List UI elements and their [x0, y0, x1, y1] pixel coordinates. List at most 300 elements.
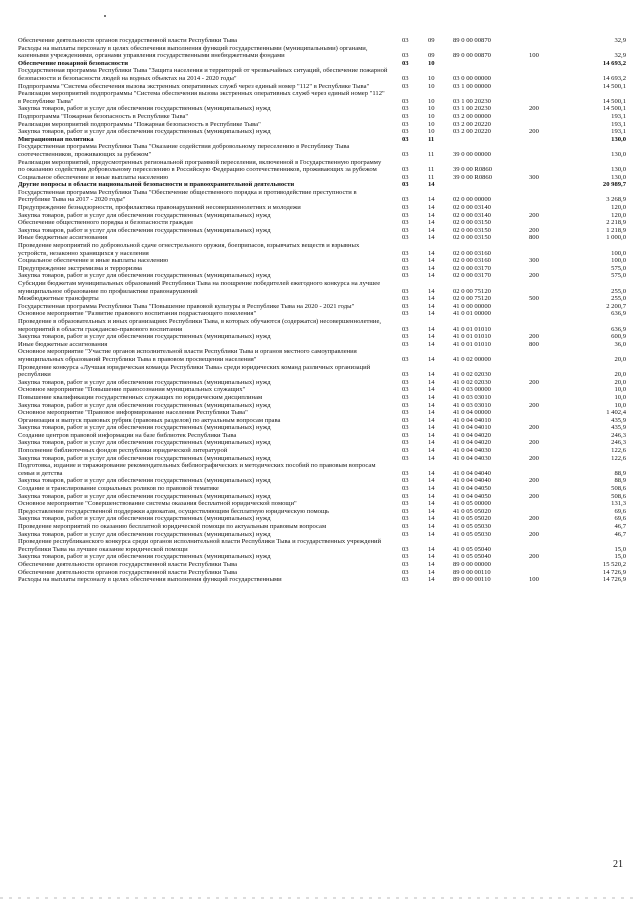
amount-cell: 130,0	[611, 150, 626, 158]
table-row	[18, 576, 628, 584]
row-name-cell: Основное мероприятие "Участие органов исполнительной власти Республики Тыва и органов местного самоуправления муниципальных образований Республики Тыва в правовом просвещении населения"	[18, 348, 357, 363]
subsection-code-cell: 14	[428, 515, 435, 523]
amount-cell: 636,9	[611, 325, 626, 333]
expense-type-cell: 200	[529, 553, 539, 561]
target-article-cell	[451, 60, 527, 68]
expense-type-cell: 200	[529, 333, 539, 341]
subsection-code-cell: 14	[428, 416, 435, 424]
table-row	[18, 500, 628, 508]
row-name-cell: Подпрограмма "Система обеспечения вызова экстренных оперативных служб через единый номер "112" в Республике Тыва"	[18, 82, 370, 90]
amount-cell: 15,0	[614, 545, 626, 553]
amount-cell: 255,0	[611, 295, 626, 303]
amount-cell: 69,6	[614, 515, 626, 523]
section-code-cell: 03	[402, 105, 409, 113]
subsection-code-cell: 14	[428, 568, 435, 576]
amount-cell: 2 218,9	[606, 219, 626, 227]
subsection-code-cell: 11	[428, 173, 435, 181]
row-name-cell: Подготовка, издание и тиражирование рекомендательных библиографических и методических пособий по правовым вопросам семьи и детства	[18, 462, 376, 477]
table-row	[18, 455, 628, 463]
target-article-cell: 03 1 00 20230	[453, 97, 491, 105]
subsection-code-cell: 11	[428, 150, 435, 158]
target-article-cell: 03 0 00 00000	[453, 74, 491, 82]
subsection-code-cell: 14	[428, 196, 435, 204]
table-body	[18, 37, 628, 584]
target-article-cell: 02 0 00 03150	[453, 219, 491, 227]
row-name-cell: Субсидии бюджетам муниципальных образований Республики Тыва на поощрение победителей ежегодного конкурса на лучшее муниципальное образование по профилактике правонарушений	[18, 280, 381, 295]
amount-cell: 435,9	[611, 416, 626, 424]
amount-cell: 100,0	[611, 257, 626, 265]
subsection-code-cell: 14	[428, 340, 435, 348]
amount-cell: 10,0	[614, 393, 626, 401]
subsection-code-cell: 14	[428, 310, 435, 318]
expense-type-cell	[527, 83, 557, 91]
section-code-cell: 03	[402, 226, 409, 234]
expense-type-cell	[527, 181, 557, 189]
target-article-cell: 03 2 00 20220	[453, 120, 491, 128]
table-row	[18, 348, 628, 363]
subsection-code-cell: 14	[428, 264, 435, 272]
row-name-cell: Закупка товаров, работ и услуг для обеспечения государственных (муниципальных) нужд	[18, 401, 271, 409]
subsection-code-cell: 14	[428, 500, 435, 508]
amount-cell: 46,7	[614, 523, 626, 530]
row-name-cell: Межбюджетные трансферты	[18, 295, 99, 303]
table-row	[18, 174, 628, 182]
expense-type-cell: 200	[529, 424, 539, 432]
target-article-cell: 02 0 00 03150	[453, 234, 491, 242]
subsection-code-cell: 14	[428, 409, 435, 417]
subsection-code-cell: 14	[428, 431, 435, 439]
row-name-cell: Иные бюджетные ассигнования	[18, 340, 108, 348]
row-name-cell: Расходы на выплаты персоналу в целях обеспечения выполнения функций государственными (муниципальными) органами, казенными учреждениями, органами управления государственными внебюджетными фондами	[18, 44, 368, 60]
subsection-code-cell: 14	[428, 477, 435, 485]
section-code-cell: 03	[402, 515, 409, 523]
row-name-cell: Создание центров правовой информации на базе библиотек Республики Тыва	[18, 431, 237, 439]
table-row	[18, 37, 628, 45]
section-code-cell: 03	[402, 249, 409, 257]
expense-type-cell	[527, 219, 557, 227]
row-name-cell: Закупка товаров, работ и услуг для обеспечения государственных (муниципальных) нужд	[18, 378, 271, 386]
section-code-cell: 03	[402, 295, 409, 303]
section-code-cell: 03	[402, 257, 409, 265]
table-row	[18, 310, 628, 318]
expense-type-cell	[527, 280, 557, 295]
table-row	[18, 569, 628, 577]
row-name-cell: Миграционная политика	[18, 135, 94, 143]
table-row	[18, 227, 628, 235]
section-code-cell: 03	[402, 393, 409, 401]
row-name-cell: Закупка товаров, работ и услуг для обеспечения государственных (муниципальных) нужд	[18, 454, 271, 462]
expense-type-cell	[527, 159, 557, 174]
expense-type-cell	[527, 318, 557, 333]
expense-type-cell	[527, 121, 557, 129]
subsection-code-cell: 14	[428, 211, 435, 219]
row-name-cell: Государственная программа Республики Тыва "Защита населения и территорий от чрезвычайных ситуаций, обеспечение пожарной безопасности и безопасности людей на водных объектах на 2014 - 2020 годы"	[18, 67, 388, 82]
table-row	[18, 128, 628, 136]
target-article-cell: 41 0 00 00000	[453, 302, 491, 310]
target-article-cell: 41 0 04 04030	[453, 454, 491, 462]
row-name-cell: Проведение республиканского конкурса среди органов исполнительной власти Республики Тыва и государственных учреждений Республики Тыва на лучшее оказание юридической помощи	[18, 538, 382, 553]
target-article-cell: 41 0 05 05020	[453, 507, 491, 515]
subsection-code-cell: 09	[428, 52, 435, 60]
target-article-cell: 41 0 03 03010	[453, 401, 491, 409]
budget-expenditure-table	[18, 37, 628, 584]
amount-cell: 636,9	[611, 310, 626, 318]
expense-type-cell	[527, 204, 557, 212]
section-code-cell: 03	[402, 371, 409, 379]
subsection-code-cell: 14	[428, 523, 435, 530]
section-code-cell: 03	[402, 340, 409, 348]
target-article-cell: 03 2 00 20220	[453, 128, 491, 136]
row-name-cell: Государственная программа Республики Тыва "Оказание содействия добровольному переселению в Республику Тыва соотечественников, проживающих за рубежом"	[18, 143, 350, 158]
target-article-cell: 41 0 05 05030	[453, 523, 491, 530]
row-name-cell: Создание и транслирование социальных роликов по правовой тематике	[18, 485, 219, 493]
section-code-cell: 03	[402, 500, 409, 508]
target-article-cell: 39 0 00 R0860	[453, 166, 493, 174]
target-article-cell: 41 0 01 01010	[453, 325, 491, 333]
table-row	[18, 159, 628, 174]
row-name-cell: Социальное обеспечение и иные выплаты населению	[18, 173, 169, 181]
row-name-cell: Другие вопросы в области национальной безопасности и правоохранительной деятельности	[18, 181, 295, 189]
row-name-cell: Закупка товаров, работ и услуг для обеспечения государственных (муниципальных) нужд	[18, 530, 271, 538]
section-code-cell: 03	[402, 74, 409, 82]
row-name-cell: Закупка товаров, работ и услуг для обеспечения государственных (муниципальных) нужд	[18, 492, 271, 500]
row-name-cell: Реализация мероприятий подпрограммы "Система обеспечения вызова экстренных оперативных служб через единый номер "112" в Республике Тыва"	[18, 90, 385, 105]
amount-cell: 14 500,1	[602, 97, 626, 105]
row-name-cell: Обеспечение пожарной безопасности	[18, 59, 129, 67]
row-name-cell: Социальное обеспечение и иные выплаты населению	[18, 257, 169, 265]
expense-type-cell	[527, 310, 557, 318]
row-name-cell: Основное мероприятие "Правовое информирование населения Республики Тыва"	[18, 409, 248, 417]
amount-cell: 131,3	[611, 500, 626, 508]
section-code-cell: 03	[402, 211, 409, 219]
target-article-cell: 41 0 04 04050	[453, 492, 491, 500]
expense-type-cell	[527, 386, 557, 394]
amount-cell: 120,0	[611, 211, 626, 219]
row-name-cell: Закупка товаров, работ и услуг для обеспечения государственных (муниципальных) нужд	[18, 211, 271, 219]
subsection-code-cell: 14	[428, 469, 435, 477]
section-code-cell: 03	[402, 234, 409, 242]
amount-cell: 14 693,2	[602, 74, 626, 82]
expense-type-cell: 200	[529, 477, 539, 485]
amount-cell: 14 500,1	[602, 105, 626, 113]
expense-type-cell	[527, 136, 557, 144]
target-article-cell	[451, 136, 527, 144]
row-name-cell: Закупка товаров, работ и услуг для обеспечения государственных (муниципальных) нужд	[18, 439, 271, 447]
table-row	[18, 219, 628, 227]
subsection-code-cell: 10	[428, 97, 435, 105]
table-row	[18, 105, 628, 113]
subsection-code-cell: 14	[428, 287, 435, 295]
subsection-code-cell: 14	[428, 485, 435, 493]
section-code-cell: 03	[402, 416, 409, 424]
target-article-cell: 89 0 00 00870	[453, 52, 491, 60]
table-row	[18, 212, 628, 220]
amount-cell: 14 726,9	[602, 568, 626, 576]
expense-type-cell: 200	[529, 492, 539, 500]
amount-cell: 69,6	[614, 507, 626, 515]
subsection-code-cell: 11	[428, 166, 435, 174]
target-article-cell: 41 0 02 02030	[453, 378, 491, 386]
table-row	[18, 523, 628, 531]
table-row	[18, 379, 628, 387]
section-code-cell: 03	[402, 37, 409, 44]
target-article-cell: 89 0 00 00000	[453, 560, 491, 568]
expense-type-cell	[527, 67, 557, 82]
amount-cell: 435,9	[611, 424, 626, 432]
table-row	[18, 417, 628, 425]
target-article-cell: 41 0 04 04050	[453, 485, 491, 493]
section-code-cell: 03	[402, 120, 409, 128]
amount-cell: 575,0	[611, 272, 626, 280]
subsection-code-cell: 14	[428, 295, 435, 303]
row-name-cell: Предупреждение экстремизма и терроризма	[18, 264, 142, 272]
subsection-code-cell: 14	[428, 492, 435, 500]
page-number: 21	[613, 859, 623, 870]
amount-cell: 1 218,9	[606, 226, 626, 234]
expense-type-cell	[527, 485, 557, 493]
target-article-cell: 02 0 00 03150	[453, 226, 491, 234]
subsection-code-cell: 14	[428, 219, 435, 227]
target-article-cell: 41 0 04 04010	[453, 416, 491, 424]
row-name-cell: Обеспечение деятельности органов государственной власти Республики Тыва	[18, 560, 238, 568]
subsection-code-cell: 14	[428, 371, 435, 379]
amount-cell: 600,9	[611, 333, 626, 341]
target-article-cell: 39 0 00 00000	[453, 150, 491, 158]
table-row	[18, 485, 628, 493]
target-article-cell: 41 0 03 00000	[453, 386, 491, 394]
row-name-cell: Иные бюджетные ассигнования	[18, 234, 108, 242]
table-row	[18, 409, 628, 417]
subsection-code-cell: 14	[428, 333, 435, 341]
section-code-cell: 03	[402, 272, 409, 280]
section-code-cell: 03	[402, 386, 409, 394]
table-row	[18, 402, 628, 410]
section-code-cell: 03	[402, 355, 409, 363]
subsection-code-cell: 14	[428, 325, 435, 333]
row-name-cell: Государственная программа Республики Тыва "Повышение правовой культуры в Республике Тыва на 2020 - 2021 годы"	[18, 302, 355, 310]
section-code-cell: 03	[402, 568, 409, 576]
expense-type-cell	[527, 90, 557, 105]
row-name-cell: Основное мероприятие "Повышение правосознания муниципальных служащих"	[18, 386, 246, 394]
table-row	[18, 341, 628, 349]
expense-type-cell	[527, 569, 557, 577]
target-article-cell: 02 0 00 03170	[453, 272, 491, 280]
amount-cell: 130,0	[611, 135, 626, 143]
amount-cell: 1 402,4	[606, 409, 626, 417]
row-name-cell: Реализация мероприятий, предусмотренных региональной программой переселения, включенной в Государственную программу по оказанию содействия добровольному переселению в Российскую Федерацию соотечественников, проживающих за рубежом	[18, 158, 382, 174]
expense-type-cell	[527, 303, 557, 311]
expense-type-cell: 200	[529, 530, 539, 538]
row-name-cell: Подпрограмма "Пожарная безопасность в Республике Тыва"	[18, 112, 189, 120]
table-row	[18, 333, 628, 341]
expense-type-cell: 200	[529, 454, 539, 462]
amount-cell: 246,3	[611, 439, 626, 447]
subsection-code-cell: 14	[428, 560, 435, 568]
subsection-code-cell: 14	[428, 226, 435, 234]
target-article-cell: 02 0 00 03160	[453, 249, 491, 257]
expense-type-cell	[527, 37, 557, 45]
subsection-code-cell: 14	[428, 378, 435, 386]
subsection-code-cell: 14	[428, 424, 435, 432]
subsection-code-cell: 14	[428, 181, 435, 189]
section-code-cell: 03	[402, 431, 409, 439]
expense-type-cell	[527, 500, 557, 508]
table-row	[18, 394, 628, 402]
subsection-code-cell: 14	[428, 234, 435, 242]
table-row	[18, 242, 628, 257]
section-code-cell: 03	[402, 492, 409, 500]
table-row	[18, 561, 628, 569]
target-article-cell: 41 0 04 04010	[453, 424, 491, 432]
section-code-cell: 03	[402, 469, 409, 477]
expense-type-cell: 800	[529, 340, 539, 348]
subsection-code-cell: 14	[428, 386, 435, 394]
row-name-cell: Пополнение библиотечных фондов республики юридической литературой	[18, 447, 228, 455]
table-row	[18, 280, 628, 295]
section-code-cell: 03	[402, 310, 409, 318]
expense-type-cell: 200	[529, 401, 539, 409]
amount-cell: 32,9	[614, 37, 626, 44]
expense-type-cell	[527, 348, 557, 363]
table-row	[18, 447, 628, 455]
expense-type-cell	[527, 394, 557, 402]
amount-cell: 32,9	[614, 52, 626, 60]
table-row	[18, 424, 628, 432]
table-row	[18, 272, 628, 280]
subsection-code-cell: 14	[428, 249, 435, 257]
row-name-cell: Закупка товаров, работ и услуг для обеспечения государственных (муниципальных) нужд	[18, 515, 271, 523]
section-code-cell: 03	[402, 409, 409, 417]
target-article-cell: 03 2 00 00000	[453, 112, 491, 120]
table-row	[18, 90, 628, 105]
row-name-cell: Проведение конкурса «Лучшая юридическая команда Республики Тыва» среди юридических команд различных организаций республики	[18, 363, 371, 379]
section-code-cell: 03	[402, 325, 409, 333]
subsection-code-cell: 10	[428, 112, 435, 120]
expense-type-cell: 200	[529, 128, 539, 136]
amount-cell: 46,7	[614, 530, 626, 538]
subsection-code-cell: 09	[428, 37, 435, 44]
row-name-cell: Закупка товаров, работ и услуг для обеспечения государственных (муниципальных) нужд	[18, 553, 271, 561]
target-article-cell: 02 0 00 75120	[453, 295, 491, 303]
scan-edge-noise	[0, 897, 639, 899]
target-article-cell: 03 1 00 20230	[453, 105, 491, 113]
target-article-cell: 41 0 02 02030	[453, 371, 491, 379]
expense-type-cell	[527, 113, 557, 121]
row-name-cell: Основное мероприятие "Совершенствование системы оказания бесплатной юридической помощи"	[18, 500, 297, 508]
expense-type-cell	[527, 189, 557, 204]
amount-cell: 508,6	[611, 492, 626, 500]
amount-cell: 2 200,7	[606, 302, 626, 310]
row-name-cell: Обеспечение деятельности органов государственной власти Республики Тыва	[18, 568, 238, 576]
section-code-cell: 03	[402, 135, 409, 143]
row-name-cell: Повышение квалификации государственных служащих по юридическим дисциплинам	[18, 393, 263, 401]
expense-type-cell: 100	[529, 52, 539, 60]
subsection-code-cell: 14	[428, 454, 435, 462]
section-code-cell: 03	[402, 112, 409, 120]
section-code-cell: 03	[402, 52, 409, 60]
target-article-cell: 89 0 00 00110	[453, 576, 491, 584]
section-code-cell: 03	[402, 507, 409, 515]
amount-cell: 20,0	[614, 371, 626, 379]
subsection-code-cell: 10	[428, 128, 435, 136]
target-article-cell: 02 0 00 75120	[453, 287, 491, 295]
section-code-cell: 03	[402, 181, 409, 189]
table-row	[18, 83, 628, 91]
table-row	[18, 364, 628, 379]
section-code-cell: 03	[402, 128, 409, 136]
target-article-cell: 41 0 04 00000	[453, 409, 491, 417]
target-article-cell: 02 0 00 03160	[453, 257, 491, 265]
row-name-cell: Закупка товаров, работ и услуг для обеспечения государственных (муниципальных) нужд	[18, 477, 271, 485]
target-article-cell: 41 0 03 03010	[453, 393, 491, 401]
expense-type-cell: 200	[529, 515, 539, 523]
table-row	[18, 143, 628, 158]
expense-type-cell	[527, 462, 557, 477]
section-code-cell: 03	[402, 560, 409, 568]
target-article-cell: 02 0 00 03140	[453, 204, 491, 212]
expense-type-cell: 200	[529, 226, 539, 234]
row-name-cell: Закупка товаров, работ и услуг для обеспечения государственных (муниципальных) нужд	[18, 105, 271, 113]
expense-type-cell	[527, 265, 557, 273]
table-row	[18, 113, 628, 121]
target-article-cell: 41 0 04 04040	[453, 477, 491, 485]
section-code-cell: 03	[402, 454, 409, 462]
section-code-cell: 03	[402, 439, 409, 447]
table-row	[18, 553, 628, 561]
subsection-code-cell: 10	[428, 59, 435, 67]
target-article-cell: 41 0 05 05020	[453, 515, 491, 523]
subsection-code-cell: 14	[428, 530, 435, 538]
expense-type-cell: 200	[529, 211, 539, 219]
section-code-cell: 03	[402, 302, 409, 310]
subsection-code-cell: 14	[428, 545, 435, 553]
table-row	[18, 477, 628, 485]
amount-cell: 20,0	[614, 355, 626, 363]
section-code-cell: 03	[402, 59, 409, 67]
table-row	[18, 121, 628, 129]
expense-type-cell	[527, 417, 557, 425]
table-row	[18, 538, 628, 553]
target-article-cell: 39 0 00 R0860	[453, 173, 493, 181]
amount-cell: 88,9	[614, 469, 626, 477]
subsection-code-cell: 14	[428, 204, 435, 212]
amount-cell: 20,0	[614, 378, 626, 386]
target-article-cell: 41 0 01 01010	[453, 333, 491, 341]
subsection-code-cell: 10	[428, 74, 435, 82]
subsection-code-cell: 14	[428, 447, 435, 455]
table-row	[18, 386, 628, 394]
subsection-code-cell: 10	[428, 105, 435, 113]
subsection-code-cell: 10	[428, 120, 435, 128]
subsection-code-cell: 14	[428, 272, 435, 280]
section-code-cell: 03	[402, 333, 409, 341]
expense-type-cell: 200	[529, 272, 539, 280]
table-row	[18, 295, 628, 303]
section-code-cell: 03	[402, 447, 409, 455]
amount-cell: 575,0	[611, 264, 626, 272]
section-code-cell: 03	[402, 424, 409, 432]
amount-cell: 36,0	[614, 340, 626, 348]
subsection-code-cell: 14	[428, 439, 435, 447]
row-name-cell: Закупка товаров, работ и услуг для обеспечения государственных (муниципальных) нужд	[18, 128, 271, 136]
subsection-code-cell: 14	[428, 576, 435, 584]
expense-type-cell: 100	[529, 576, 539, 584]
section-code-cell: 03	[402, 166, 409, 174]
row-name-cell: Проведение мероприятий по оказанию бесплатной юридической помощи по актуальным правовым вопросам	[18, 523, 327, 530]
amount-cell: 14 693,2	[602, 59, 626, 67]
section-code-cell: 03	[402, 173, 409, 181]
row-name-cell: Закупка товаров, работ и услуг для обеспечения государственных (муниципальных) нужд	[18, 226, 271, 234]
